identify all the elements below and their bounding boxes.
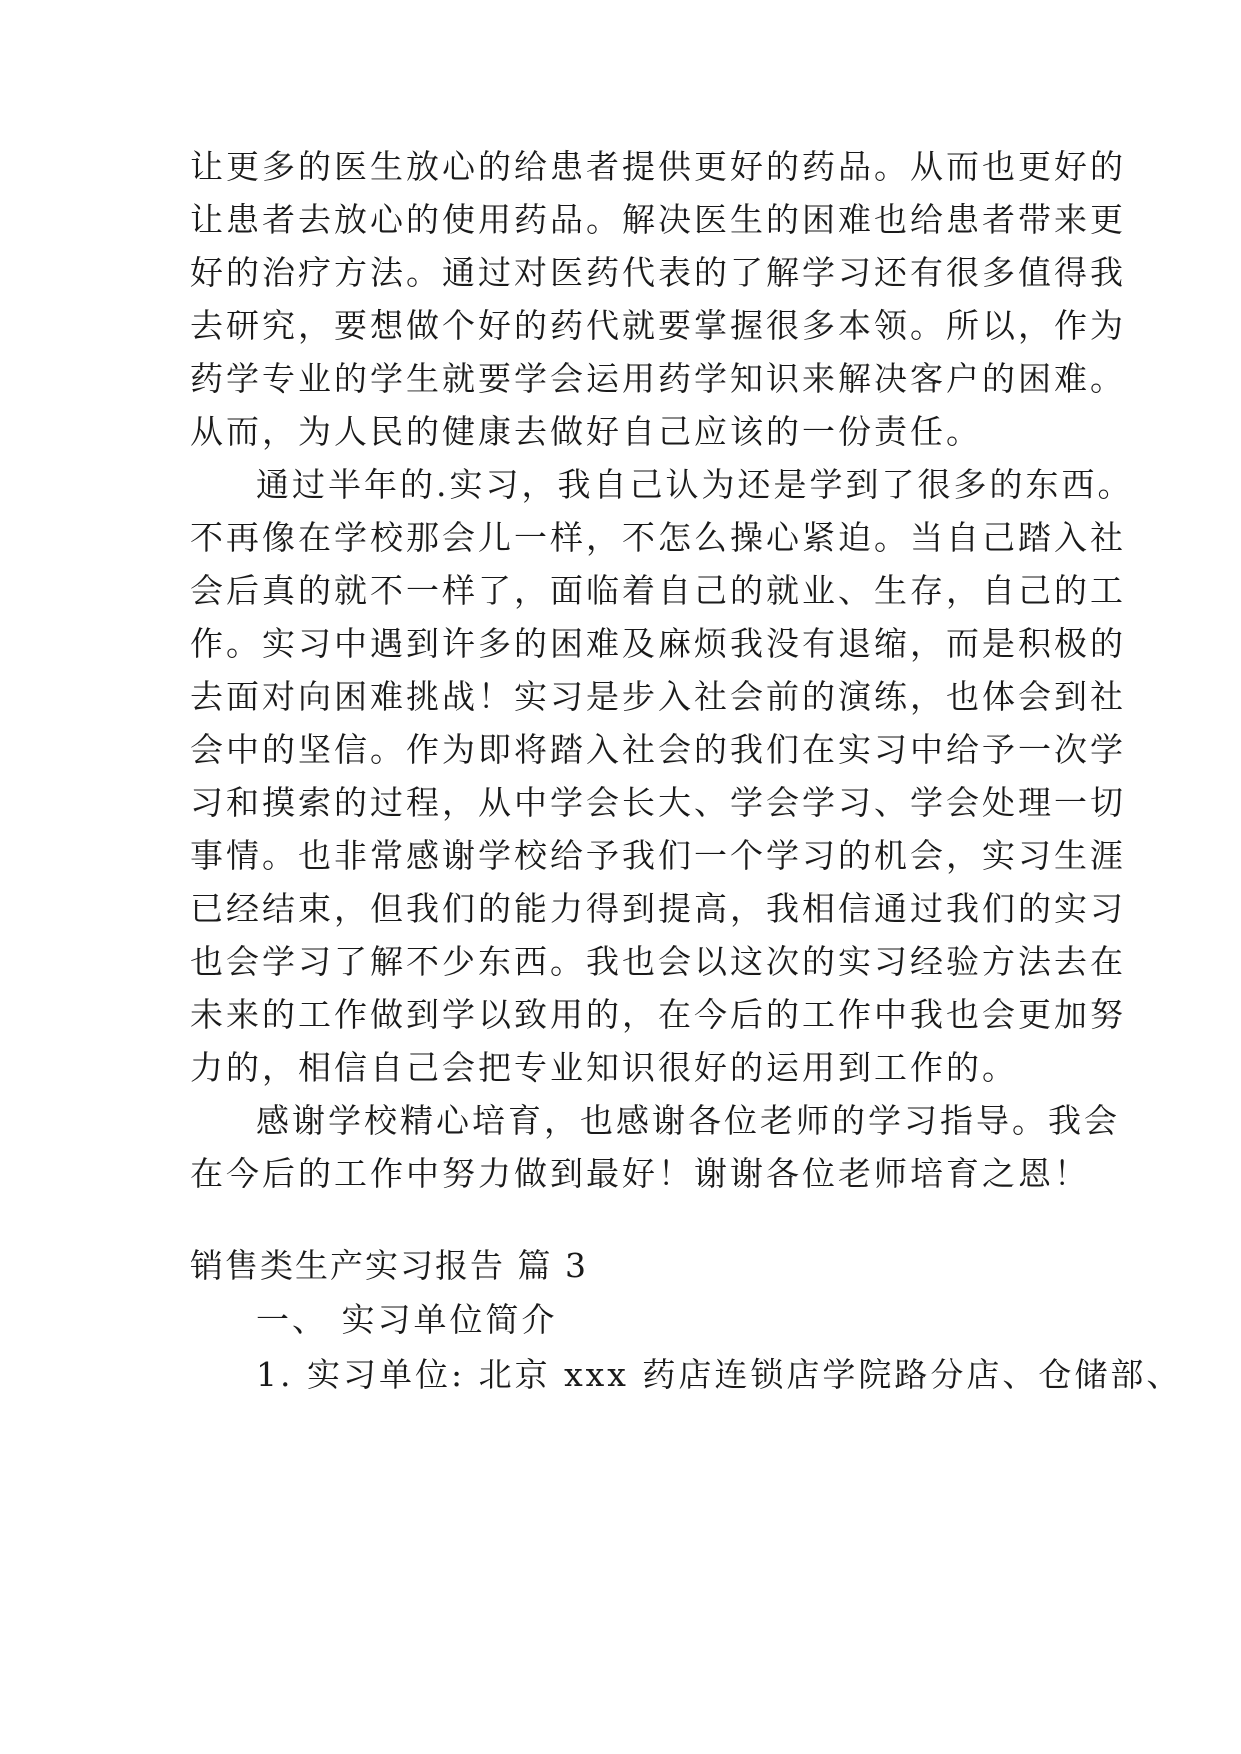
paragraph-1-line-2: 让患者去放心的使用药品。解决医生的困难也给患者带来更: [190, 200, 1126, 239]
paragraph-2-line-4: 作。实习中遇到许多的困难及麻烦我没有退缩，而是积极的: [190, 624, 1126, 663]
paragraph-2-line-10: 也会学习了解不少东西。我也会以这次的实习经验方法去在: [190, 942, 1126, 981]
paragraph-1-line-1: 让更多的医生放心的给患者提供更好的药品。从而也更好的: [190, 147, 1126, 186]
paragraph-3-line-1: 感谢学校精心培育，也感谢各位老师的学习指导。我会: [256, 1101, 1120, 1140]
paragraph-2-line-11: 未来的工作做到学以致用的，在今后的工作中我也会更加努: [190, 995, 1126, 1034]
paragraph-2-line-1: 通过半年的.实习，我自己认为还是学到了很多的东西。: [256, 465, 1134, 504]
paragraph-2-line-9: 已经结束，但我们的能力得到提高，我相信通过我们的实习: [190, 889, 1126, 928]
paragraph-1-line-3: 好的治疗方法。通过对医药代表的了解学习还有很多值得我: [190, 253, 1126, 292]
paragraph-2-line-6: 会中的坚信。作为即将踏入社会的我们在实习中给予一次学: [190, 730, 1126, 769]
paragraph-2-line-5: 去面对向困难挑战！实习是步入社会前的演练，也体会到社: [190, 677, 1126, 716]
list-item-1: 1. 实习单位: 北京 xxx 药店连锁店学院路分店、仓储部、: [256, 1355, 1183, 1394]
paragraph-2-line-7: 习和摸索的过程，从中学会长大、学会学习、学会处理一切: [190, 783, 1126, 822]
paragraph-2-line-2: 不再像在学校那会儿一样，不怎么操心紧迫。当自己踏入社: [190, 518, 1126, 557]
subsection-title: 一、 实习单位简介: [256, 1300, 558, 1339]
paragraph-2-line-8: 事情。也非常感谢学校给予我们一个学习的机会，实习生涯: [190, 836, 1126, 875]
paragraph-1-line-6: 从而，为人民的健康去做好自己应该的一份责任。: [190, 412, 982, 451]
paragraph-2-line-3: 会后真的就不一样了，面临着自己的就业、生存，自己的工: [190, 571, 1126, 610]
paragraph-1-line-5: 药学专业的学生就要学会运用药学知识来解决客户的困难。: [190, 359, 1126, 398]
paragraph-1-line-4: 去研究，要想做个好的药代就要掌握很多本领。所以，作为: [190, 306, 1126, 345]
section-title: 销售类生产实习报告 篇 3: [190, 1246, 588, 1285]
paragraph-2-line-12: 力的，相信自己会把专业知识很好的运用到工作的。: [190, 1048, 1018, 1087]
paragraph-3-line-2: 在今后的工作中努力做到最好！谢谢各位老师培育之恩！: [190, 1154, 1090, 1193]
